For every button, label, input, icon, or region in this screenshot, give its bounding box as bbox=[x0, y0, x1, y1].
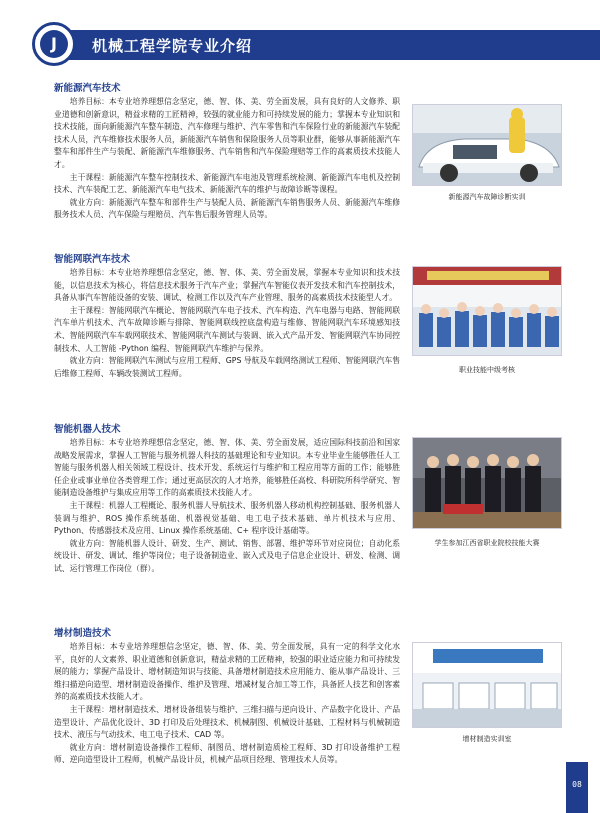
training-goal-text: 培养目标：本专业培养理想信念坚定，德、智、体、美、劳全面发展，具有一定的科学文化水平，良好的人文素养、职业道德和创新意识，精益求精的工匠精神，较强的职业适应能力和可持续发展的能力；掌握产品设计、增材制造知识与技能、具备增材制造技术应用能力、能从事产品设计、三维扫描逆向造型、增材制造设备操作、维护及管理、增减材复合加工等工作，具备匠人技艺和创客素养的高素质技术技能人才。 bbox=[54, 642, 400, 702]
section-title: 增材制造技术 bbox=[54, 628, 112, 639]
page-title: 机械工程学院专业介绍 bbox=[92, 37, 253, 55]
section-intelligent-connected-vehicle bbox=[54, 251, 400, 380]
photo-caption: 新能源汽车故障诊断实训 bbox=[448, 193, 526, 201]
photo-robot-competition bbox=[412, 437, 562, 529]
employment-text: 就业方向：增材制造设备操作工程师、制图员、增材制造质检工程师、3D 打印设备维护工程师、逆向造型设计工程师，机械产品设计员，机械产品项目经理、管理技术人员等。 bbox=[54, 742, 400, 765]
photo-caption: 职业技能中级考核 bbox=[459, 366, 515, 374]
section-title: 智能网联汽车技术 bbox=[54, 254, 131, 265]
section-additive-manufacturing bbox=[54, 625, 400, 767]
page-number: 08 bbox=[572, 780, 582, 789]
photo-skill-assessment bbox=[412, 266, 562, 356]
main-courses-text: 主干课程：新能源汽车整车控制技术、新能源汽车电池及管理系统检测、新能源汽车电机及控制技术、汽车装配工艺、新能源汽车电气技术、新能源汽车的维护与故障诊断等课程。 bbox=[54, 172, 400, 195]
section-title: 智能机器人技术 bbox=[54, 424, 121, 435]
section-new-energy-vehicle bbox=[54, 80, 400, 222]
section-title: 新能源汽车技术 bbox=[54, 83, 121, 94]
college-logo bbox=[32, 22, 76, 66]
main-courses-text: 主干课程：机器人工程概论、服务机器人导航技术、服务机器人移动机构控制基础、服务机器人装调与维护、ROS 操作系统基础、机器视觉基础、电工电子技术基础、单片机技术与应用、Python、传感器技术及应用、Linux 操作系统基础、C+ 程序设计基础等。 bbox=[54, 500, 400, 536]
employment-text: 就业方向：智能网联汽车测试与应用工程师、GPS 导航及车载网络测试工程师、智能网联汽车售后维修工程师、车辆改装测试工程师。 bbox=[54, 356, 400, 378]
photo-caption: 增材制造实训室 bbox=[462, 735, 512, 743]
logo-emblem-icon: J bbox=[40, 30, 68, 58]
photo-3d-printing-lab bbox=[412, 642, 562, 728]
photo-caption: 学生参加江西省职业院校技能大赛 bbox=[434, 539, 540, 547]
employment-text: 就业方向：智能机器人设计、研发、生产、测试、销售、部署、维护等环节对应岗位；自动化系统设计、研发、调试、维护等岗位；电子设备制造业、嵌入式及电子信息企业设计、研发、检测、调试、运行管理工作岗位（群）。 bbox=[54, 538, 400, 573]
training-goal-text: 培养目标：本专业培养理想信念坚定，德、智、体、美、劳全面发展，掌握本专业知识和技术技能，以信息技术为核心，将信息技术服务于汽车产业；掌握汽车智能仪表开发技术和汽车控制技术，具备从事汽车智能设备的安装、调试、检测工作以及汽车产业管理、服务的高素质技术技能型人才。 bbox=[54, 268, 400, 303]
main-courses-text: 主干课程：智能网联汽车概论、智能网联汽车电子技术、汽车构造、汽车电器与电路、智能网联汽车单片机技术、汽车故障诊断与排除、智能网联线控底盘构造与维修、智能网联汽车环境感知技术、智能网联汽车车载网联技术、智能网联汽车测试与装调、嵌入式产品开发、智能网联汽车协同控制技术、人工智能 -Python 编程、智能网联汽车维护与保养。 bbox=[54, 305, 400, 353]
header-banner bbox=[0, 22, 600, 62]
photo-nev-diagnosis bbox=[412, 104, 562, 186]
training-goal-text: 培养目标：本专业培养理想信念坚定，德、智、体、美、劳全面发展，具有良好的人文修养、职业道德和创新意识，精益求精的工匠精神，较强的就业能力和可持续发展的能力；掌握本专业知识和技术技能，面向新能源汽车整车制造、汽车修理与维护、汽车零售和汽车保险行业的新能源汽车装配技术人员，汽车维修技术服务人员，新能源汽车销售和保险服务人员等职业群，能够从事新能源汽车整车和部件生产与装配、新能源汽车维修服务、汽车销售和汽车保险理赔等工作的高素质技术技能人才。 bbox=[54, 97, 400, 169]
training-goal-text: 培养目标：本专业培养理想信念坚定，德、智、体、美、劳全面发展，适应国际科技前沿和国家战略发展需求，掌握人工智能与服务机器人科技的基础理论和专业知识。本专业毕业生能够胜任人工智能与服务机器人相关领域工程设计、技术开发、系统运行与维护和工程应用等方面的工作；能够胜任企业或事业单位各类管理工作；通过更高层次的人才培养，能够胜任高校、科研院所科学研究、智能制造设备维护与集成应用等工作的高素质技术技能人才。 bbox=[54, 438, 400, 498]
employment-text: 就业方向：新能源汽车整车和部件生产与装配人员、新能源汽车销售服务人员、新能源汽车维修服务技术人员、汽车保险与理赔员、汽车售后服务管理人员等。 bbox=[54, 197, 400, 220]
section-intelligent-robot bbox=[54, 421, 400, 576]
main-courses-text: 主干课程：增材制造技术、增材设备组装与维护、三维扫描与逆向设计、产品数字化设计、产品造型设计、产品优化设计、3D 打印及后处理技术、机械制图、机械设计基础、工程材料与机械制造技术、液压与气动技术、电工电子技术、CAD 等。 bbox=[54, 704, 400, 740]
